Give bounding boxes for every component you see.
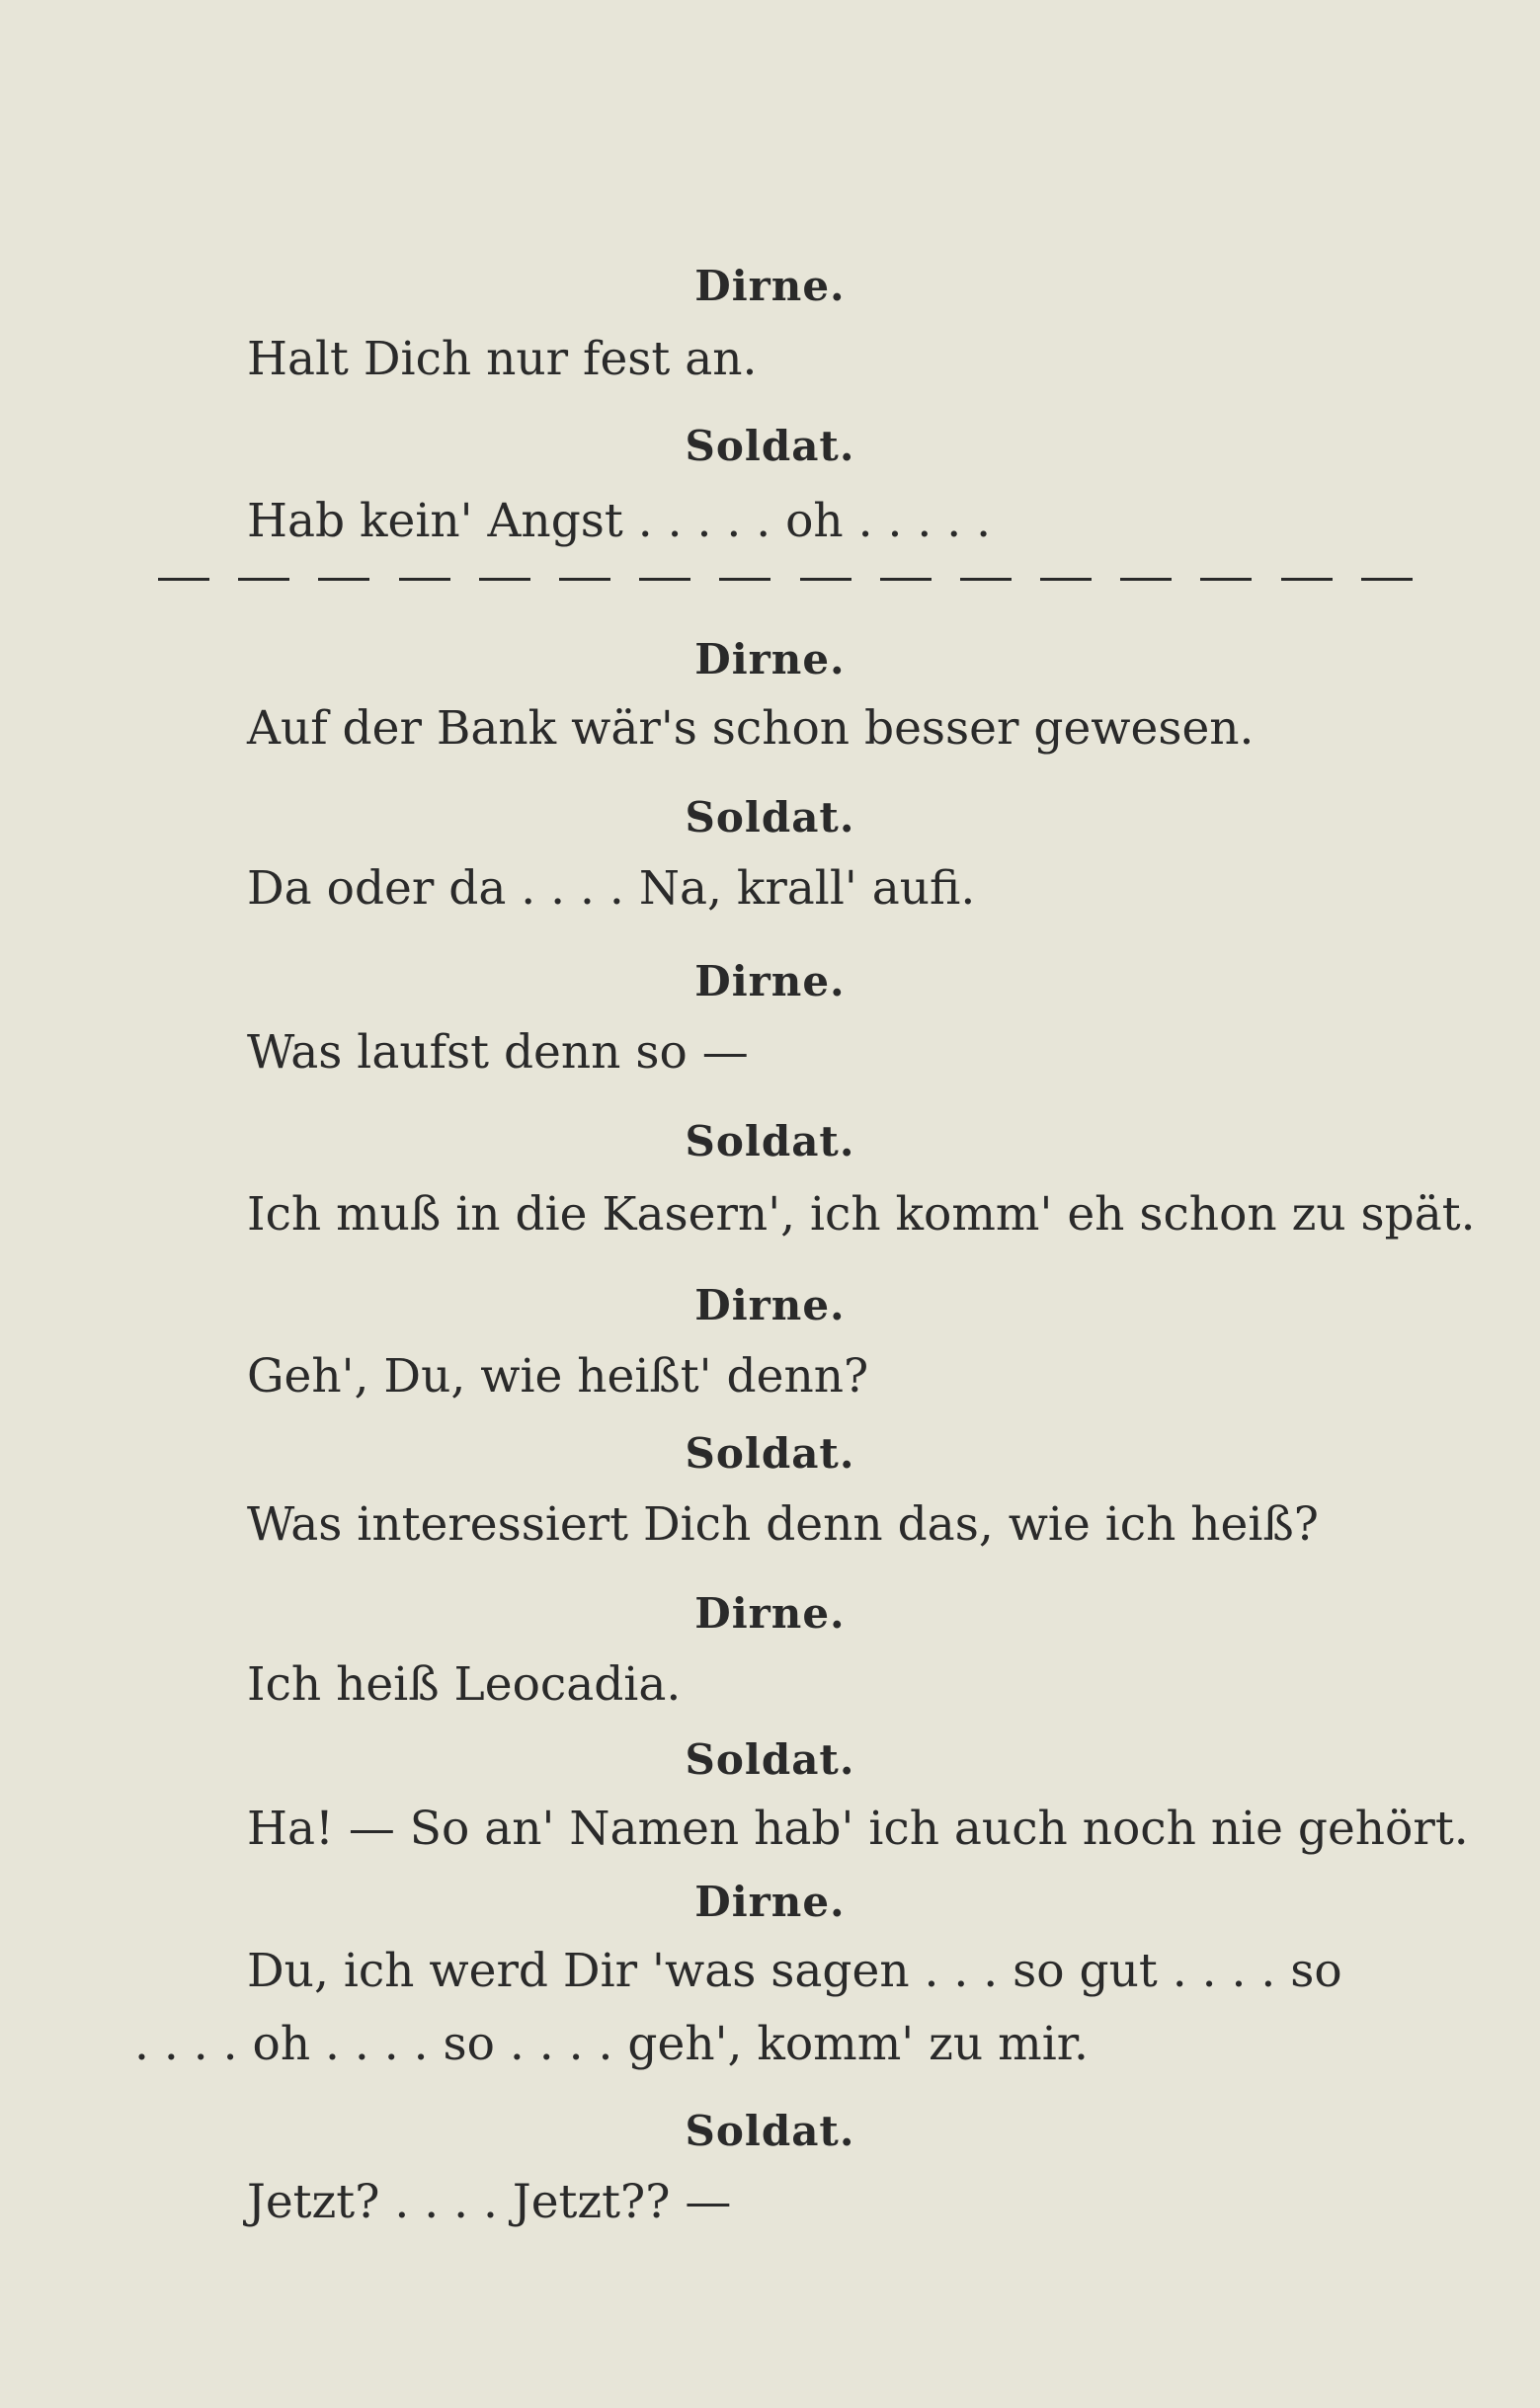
speaker-label: Dirne. — [694, 1878, 846, 1926]
divider-dash — [479, 578, 530, 581]
speaker-label: Soldat. — [685, 793, 855, 842]
divider-dash — [559, 578, 610, 581]
divider-dash — [1361, 578, 1413, 581]
divider-dash — [318, 578, 369, 581]
scene-divider — [158, 559, 1413, 599]
dialogue-line: Du, ich werd Dir 'was sagen . . . so gut . . . . so — [247, 1944, 1342, 1998]
dialogue-line: Halt Dich nur fest an. — [247, 332, 758, 386]
speaker-label: Soldat. — [685, 422, 855, 470]
speaker-label: Dirne. — [694, 262, 846, 310]
speaker-label: Soldat. — [685, 1117, 855, 1165]
divider-dash — [1040, 578, 1092, 581]
divider-dash — [1281, 578, 1333, 581]
divider-dash — [1120, 578, 1172, 581]
dialogue-line: Was laufst denn so — — [247, 1025, 749, 1080]
divider-dash — [639, 578, 690, 581]
speaker-label: Soldat. — [685, 1429, 855, 1478]
divider-dash — [960, 578, 1012, 581]
divider-dash — [158, 578, 209, 581]
divider-dash — [800, 578, 851, 581]
speaker-label: Soldat. — [685, 2107, 855, 2155]
speaker-label: Dirne. — [694, 1589, 846, 1638]
dialogue-line: Geh', Du, wie heißt' denn? — [247, 1349, 869, 1404]
divider-dash — [238, 578, 289, 581]
speaker-label: Dirne. — [694, 1281, 846, 1329]
dialogue-line: Auf der Bank wär's schon besser gewesen. — [247, 701, 1255, 756]
dialogue-line: Ich muß in die Kasern', ich komm' eh schon zu spät. — [247, 1187, 1476, 1242]
dialogue-line: Was interessiert Dich denn das, wie ich heiß? — [247, 1497, 1319, 1552]
dialogue-line: Da oder da . . . . Na, krall' aufi. — [247, 861, 976, 916]
dialogue-line-continued: . . . . oh . . . . so . . . . geh', komm' zu mir. — [134, 2017, 1089, 2071]
divider-dash — [719, 578, 770, 581]
dialogue-line: Ich heiß Leocadia. — [247, 1657, 682, 1712]
divider-dash — [1200, 578, 1252, 581]
dialogue-line: Ha! — So an' Namen hab' ich auch noch nie gehört. — [247, 1802, 1469, 1856]
speaker-label: Dirne. — [694, 635, 846, 683]
dialogue-line: Jetzt? . . . . Jetzt?? — — [247, 2175, 732, 2229]
speaker-label: Soldat. — [685, 1735, 855, 1784]
speaker-label: Dirne. — [694, 957, 846, 1005]
divider-dash — [880, 578, 932, 581]
divider-dash — [399, 578, 450, 581]
dialogue-line: Hab kein' Angst . . . . . oh . . . . . — [247, 494, 992, 548]
